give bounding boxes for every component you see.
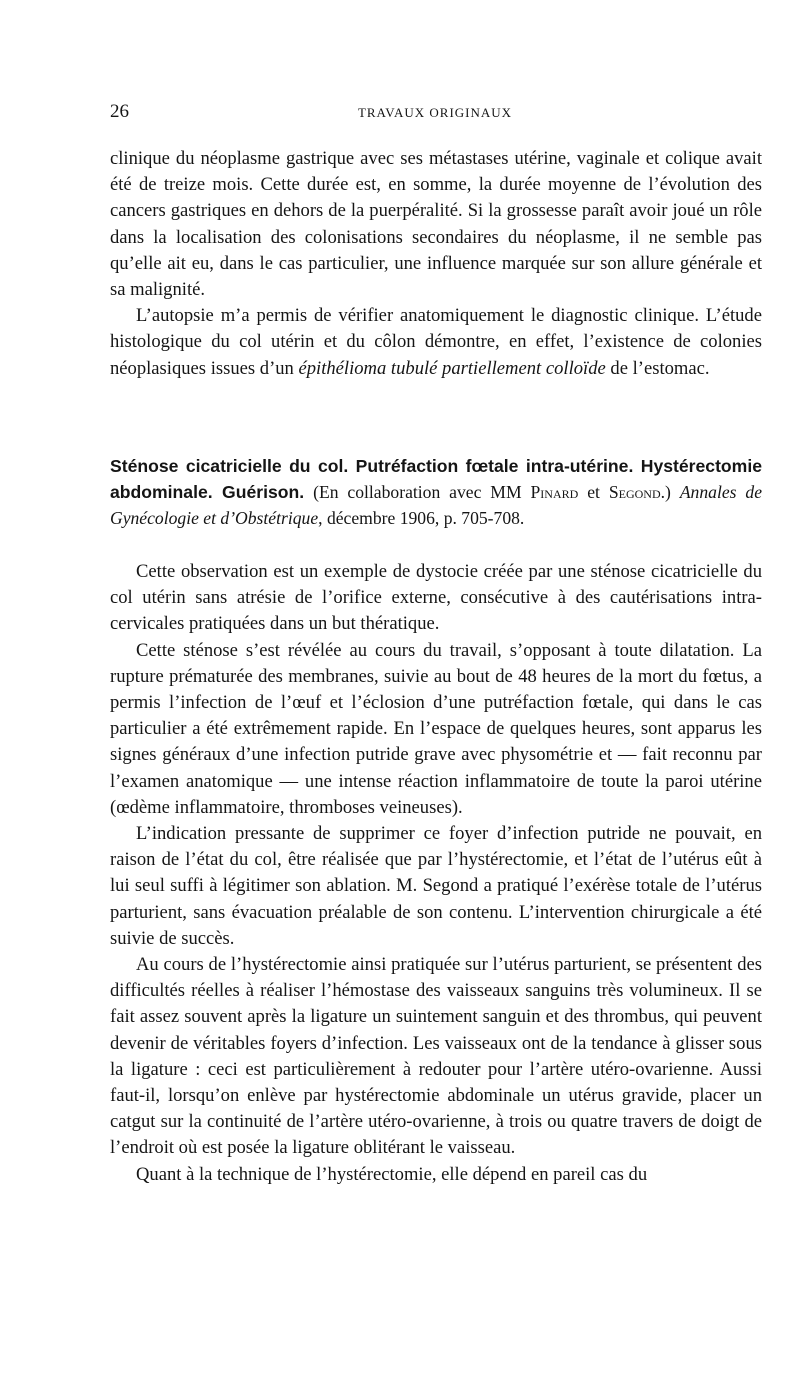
paragraph-text: de l’estomac. (605, 357, 710, 379)
paragraph: Au cours de l’hystérectomie ainsi pratiquée sur l’utérus parturient, se présentent des difficultés réelles à réaliser l’hémostase des vaisseaux sanguins très volumineux. Il se fait assez souvent après la ligature un suintement sanguin et des thrombus, qui peuvent devenir de véritables foyers d’infection. Les vaisseaux ont de la tendance à glisser sous la ligature : ceci est particulièrement à redouter pour l’artère utéro-ovarienne. Aussi faut-il, lorsqu’on enlève par hystérectomie abdominale un utérus gravide, placer un catgut sur la continuité de l’artère utéro-ovarienne, à trois ou quatre travers de doigt de l’endroit où est posée la ligature oblitérant le vaisseau. (110, 954, 762, 1159)
paragraph: Cette sténose s’est révélée au cours du travail, s’opposant à toute dilatation. La rupture prématurée des membranes, suivie au bout de 48 heures de la mort du fœtus, a permis l’infection de l’œuf et l’éclosion d’une putréfaction fœtale, qui dans le cas particulier a été extrêmement rapide. En l’espace de quelques heures, sont apparus les signes généraux d’une infection putride grave avec physométrie et — fait reconnu par l’examen anatomique — une intense réaction inflammatoire de toute la paroi utérine (œdème inflammatoire, thromboses veineuses). (110, 639, 762, 818)
article-text (110, 559, 762, 1188)
collab-suffix: .) (660, 482, 680, 502)
journal-name: Annales de Gynécologie et d’Obstétrique (110, 482, 763, 528)
paragraph-text: L’autopsie m’a permis de vérifier anatomiquement le diagnostic clinique. L’étude histologique du col utérin et du côlon démontre, en effet, l’existence de colonies néoplasiques issues d’un (110, 305, 762, 379)
collab-prefix: (En collaboration avec MM (304, 482, 531, 502)
running-title: TRAVAUX ORIGINAUX (357, 105, 513, 120)
paragraph: clinique du néoplasme gastrique avec ses métastases utérine, vaginale et colique avait été de treize mois. Cette durée est, en somme, la durée moyenne de l’évolution des cancers gastriques en dehors de la puerpéralité. Si la grossesse paraît avoir joué un rôle dans la localisation des colonisations secondaires du néoplasme, il ne semble pas qu’elle ait eu, dans le cas particulier, une influence marquée sur son allure générale et sa malignité. (110, 148, 762, 301)
paragraph (110, 303, 762, 382)
paragraph: L’indication pressante de supprimer ce foyer d’infection putride ne pouvait, en raison de l’état du col, être réalisée que par l’hystérectomie, et l’état de l’utérus eût à lui seul suffi à légitimer son ablation. M. Segond a pratiqué l’exérèse totale de l’utérus parturient, sans évacuation préalable de son contenu. L’intervention chirurgicale a été suivie de succès. (110, 823, 762, 949)
section-title: Sténose cicatricielle du col. Putréfaction fœtale intra-utérine. Hystérectomie abdominale. Guérison. (110, 456, 762, 502)
author-name: Pinard (530, 482, 579, 502)
page-number: 26 (110, 101, 129, 122)
paragraph: Quant à la technique de l’hystérectomie, elle dépend en pareil cas du (136, 1163, 648, 1185)
collab-and: et (578, 482, 609, 502)
intro-text (110, 146, 762, 382)
italic-term: épithélioma tubulé partiellement colloïde (298, 357, 606, 379)
page-header (110, 101, 760, 127)
citation: , décembre 1906, p. 705-708. (318, 508, 525, 528)
paragraph: Cette observation est un exemple de dystocie créée par une sténose cicatricielle du col utérin sans atrésie de l’orifice externe, consécutive à des cautérisations intra-cervicales pratiquées dans un but thératique. (110, 561, 762, 635)
author-name: Segond (608, 482, 661, 502)
section-heading (110, 453, 762, 531)
